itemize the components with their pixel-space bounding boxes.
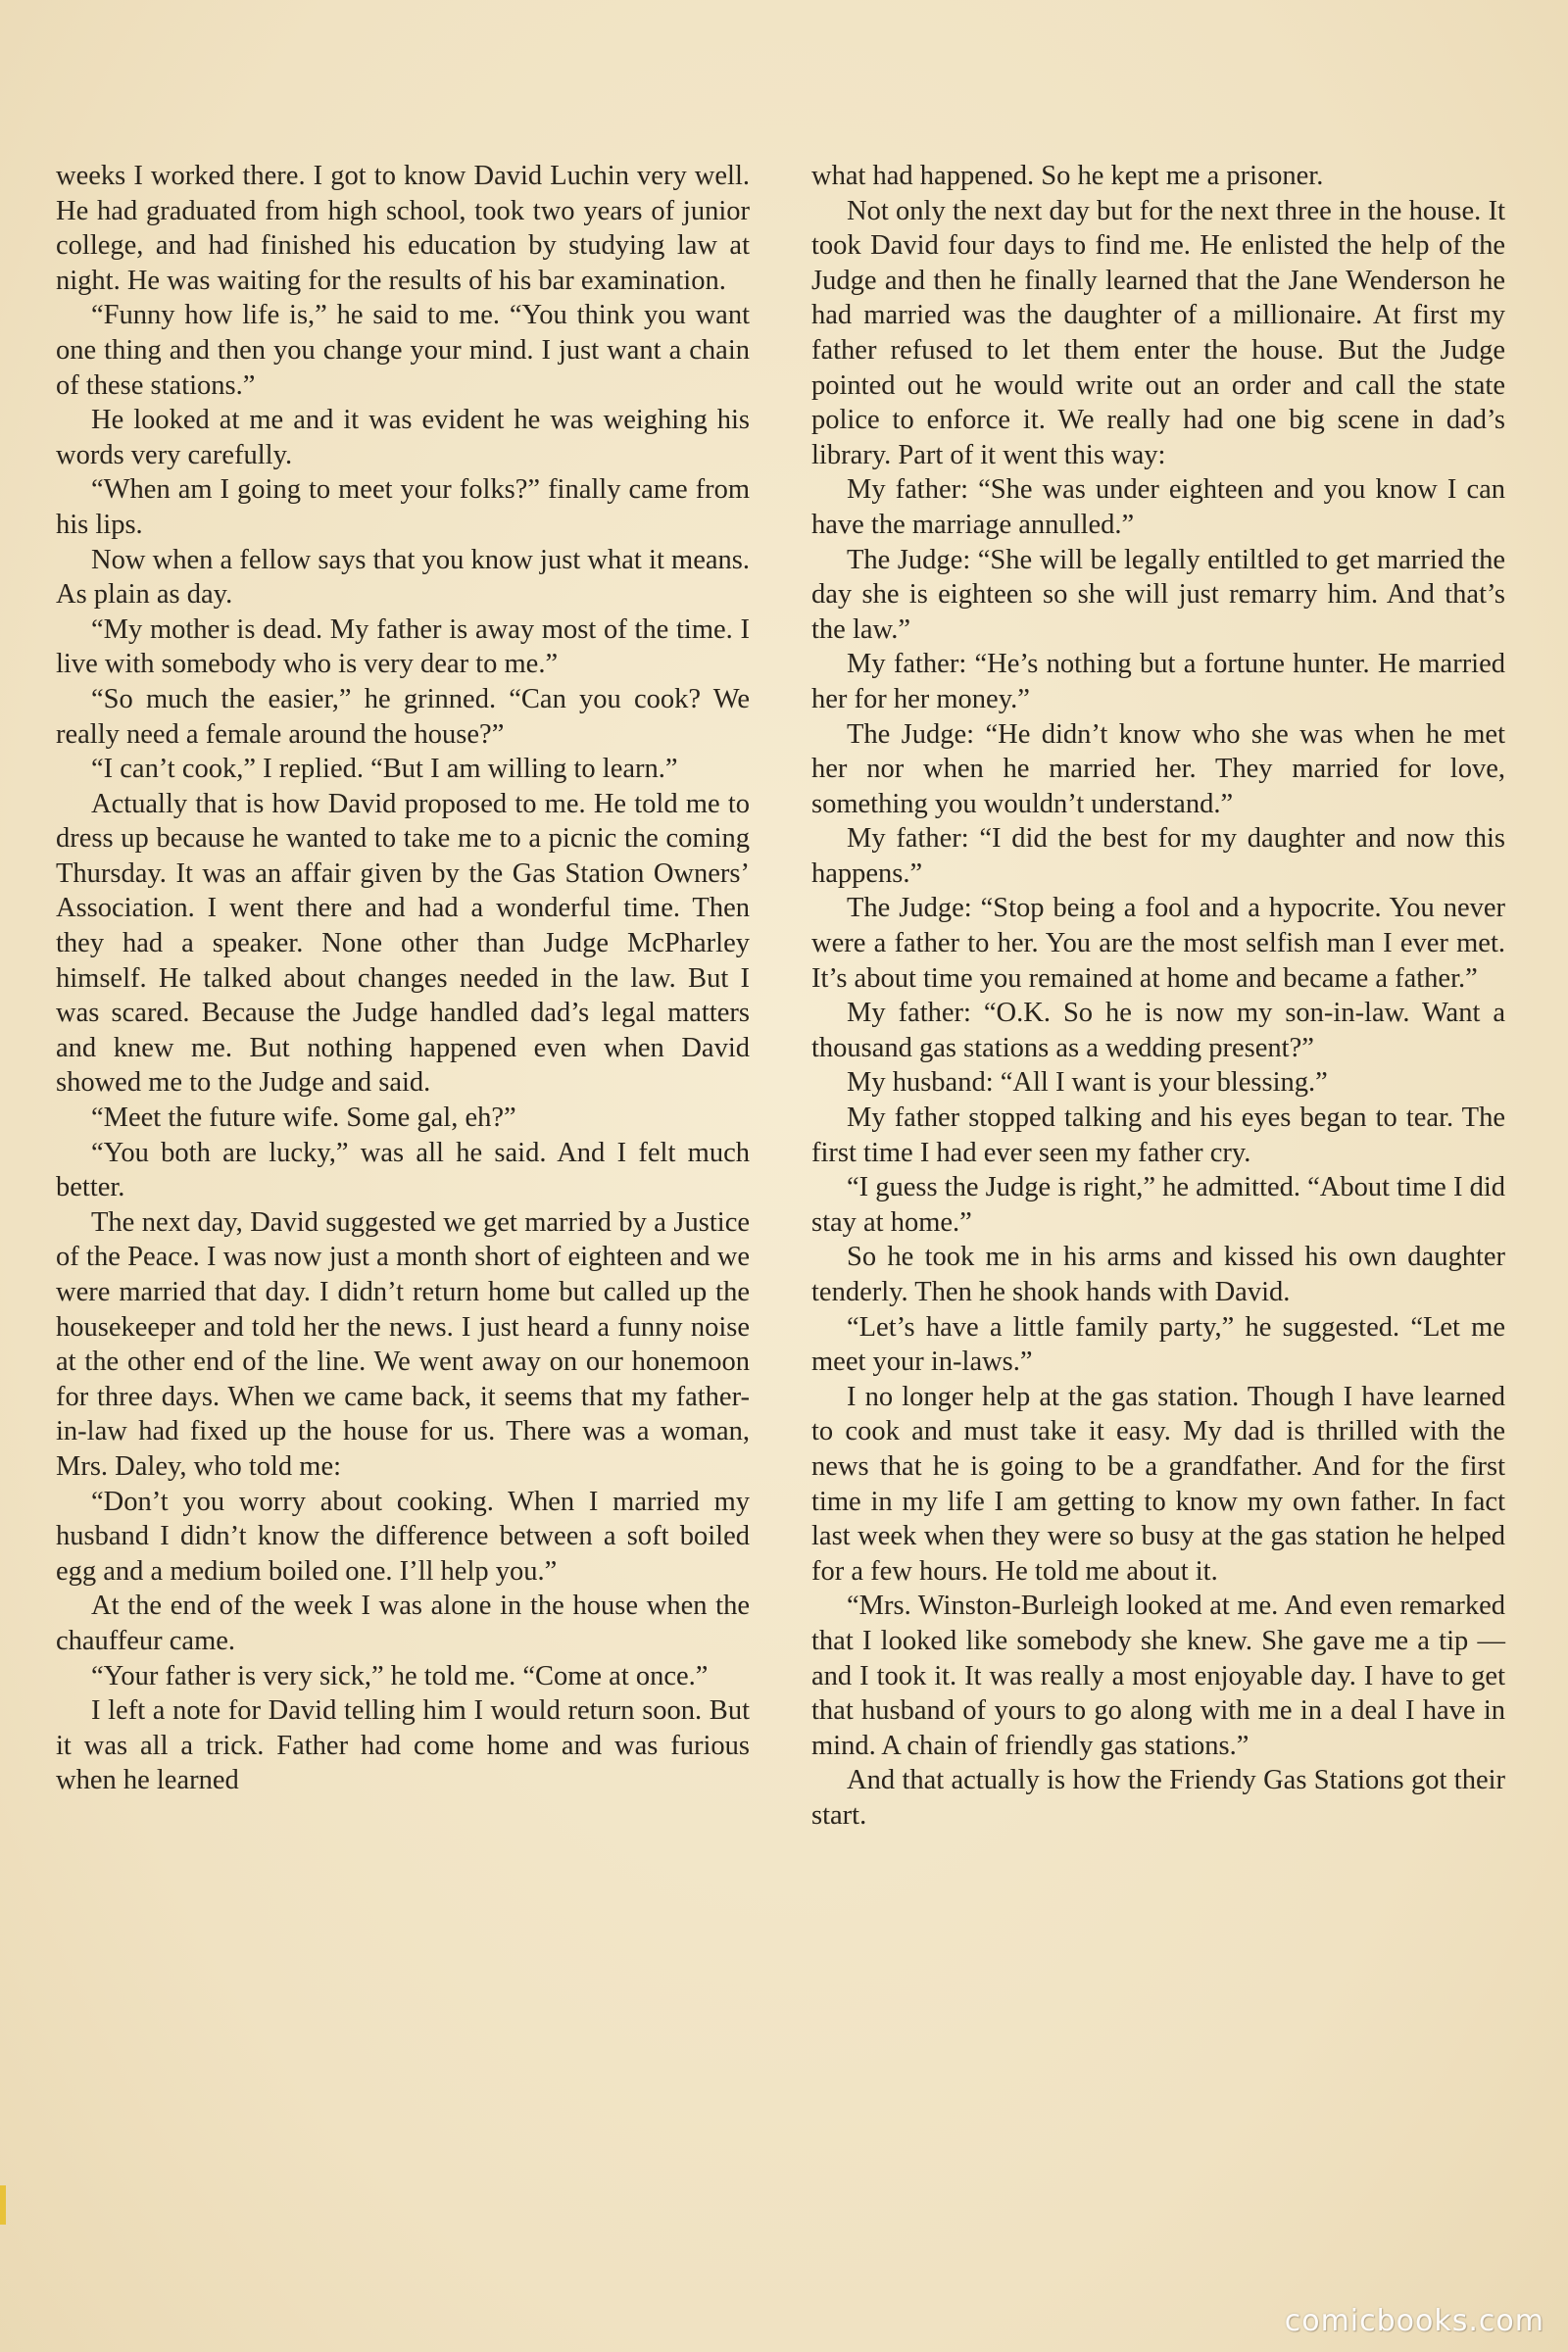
paragraph: “Your father is very sick,” he told me. “Come at once.” [91,1660,709,1691]
paragraph: My father: “He’s nothing but a fortune hunter. He married her for her money.” [811,649,1505,714]
paragraph: The Judge: “She will be legally entiltled to get married the day she is eighteen so she will just remarry him. And that’s the law.” [811,544,1505,645]
paragraph: “Don’t you worry about cooking. When I married my husband I didn’t know the difference between a soft boiled egg and a medium boiled one. I’ll help you.” [56,1486,750,1587]
paragraph: He looked at me and it was evident he was weighing his words very carefully. [56,405,750,470]
paragraph: “Mrs. Winston-Burleigh looked at me. And even remarked that I looked like somebody she knew. She gave me a tip — and I took it. It was really a most enjoyable day. I have to get that husband of yours to go along with me in a deal I have in mind. A chain of friendly gas stations.” [811,1591,1505,1761]
paragraph: My father: “She was under eighteen and you know I can have the marriage annulled.” [811,474,1505,540]
paragraph: “So much the easier,” he grinned. “Can you cook? We really need a female around the house?” [56,683,750,750]
paragraph: weeks I worked there. I got to know David Luchin very well. He had graduated from high school, took two years of junior college, and had finished his education by studying law at night. He was waiting for the results of his bar examination. [56,161,750,296]
paragraph: “My mother is dead. My father is away most of the time. I live with somebody who is very dear to me.” [56,613,750,680]
right-text-column [811,159,1505,1834]
paragraph: “Funny how life is,” he said to me. “You think you want one thing and then you change your mind. I just want a chain of these stations.” [56,300,750,401]
paragraph: The Judge: “He didn’t know who she was when he met her nor when he married her. They married for love, something you wouldn’t understand.” [811,718,1505,819]
paragraph: My father: “O.K. So he is now my son-in-law. Want a thousand gas stations as a wedding present?” [811,998,1505,1063]
paragraph: Now when a fellow says that you know just what it means. As plain as day. [56,544,750,611]
paragraph: “Let’s have a little family party,” he suggested. “Let me meet your in-laws.” [811,1311,1505,1378]
page-edge-mark [0,2185,6,2225]
paragraph: “You both are lucky,” was all he said. And I felt much better. [56,1137,750,1203]
paragraph: And that actually is how the Friendy Gas Stations got their start. [811,1765,1505,1831]
paragraph: So he took me in his arms and kissed his own daughter tenderly. Then he shook hands with David. [811,1242,1505,1307]
paragraph: Not only the next day but for the next three in the house. It took David four days to find me. He enlisted the help of the Judge and then he finally learned that the Jane Wenderson he had married was the daughter of a millionaire. At first my father refused to let them enter the house. But the Judge pointed out he would write out an order and call the state police to enforce it. We really had one big scene in dad’s library. Part of it went this way: [811,195,1505,470]
paragraph: “I guess the Judge is right,” he admitted. “About time I did stay at home.” [811,1172,1505,1238]
left-text-column [56,159,750,1798]
paragraph: Actually that is how David proposed to me. He told me to dress up because he wanted to take me to a picnic the coming Thursday. It was an affair given by the Gas Station Owners’ Association. I went there and had a wonderful time. Then they had a speaker. None other than Judge McPharley himself. He talked about changes needed in the law. But I was scared. Because the Judge handled dad’s legal matters and knew me. But nothing happened even when David showed me to the Judge and said. [56,788,750,1099]
watermark: comicbooks.com [1284,2304,1544,2338]
paragraph: At the end of the week I was alone in the house when the chauffeur came. [56,1591,750,1656]
paragraph: The Judge: “Stop being a fool and a hypocrite. You never were a father to her. You are the most selfish man I ever met. It’s about time you remained at home and became a father.” [811,893,1505,994]
paragraph: My father: “I did the best for my daughter and now this happens.” [811,823,1505,889]
paragraph: I left a note for David telling him I would return soon. But it was all a trick. Father had come home and was furious when he learned [56,1695,750,1796]
paragraph: “I can’t cook,” I replied. “But I am willing to learn.” [91,754,678,785]
paragraph: My father stopped talking and his eyes began to tear. The first time I had ever seen my father cry. [811,1102,1505,1168]
paragraph: I no longer help at the gas station. Though I have learned to cook and must take it easy. My dad is thrilled with the news that he is going to be a grandfather. And for the first time in my life I am getting to know my own father. In fact last week when they were so busy at the gas station he helped for a few hours. He told me about it. [811,1381,1505,1587]
paragraph: “When am I going to meet your folks?” finally came from his lips. [56,474,750,540]
paragraph: The next day, David suggested we get married by a Justice of the Peace. I was now just a month short of eighteen and we were married that day. I didn’t return home but called up the housekeeper and told her the news. I just heard a funny noise at the other end of the line. We went away on our honemoon for three days. When we came back, it seems that my father-in-law had fixed up the house for us. There was a woman, Mrs. Daley, who told me: [56,1206,750,1482]
paragraph: “Meet the future wife. Some gal, eh?” [91,1102,516,1134]
paragraph: My husband: “All I want is your blessing.” [847,1067,1328,1099]
paragraph: what had happened. So he kept me a prisoner. [811,161,1324,191]
